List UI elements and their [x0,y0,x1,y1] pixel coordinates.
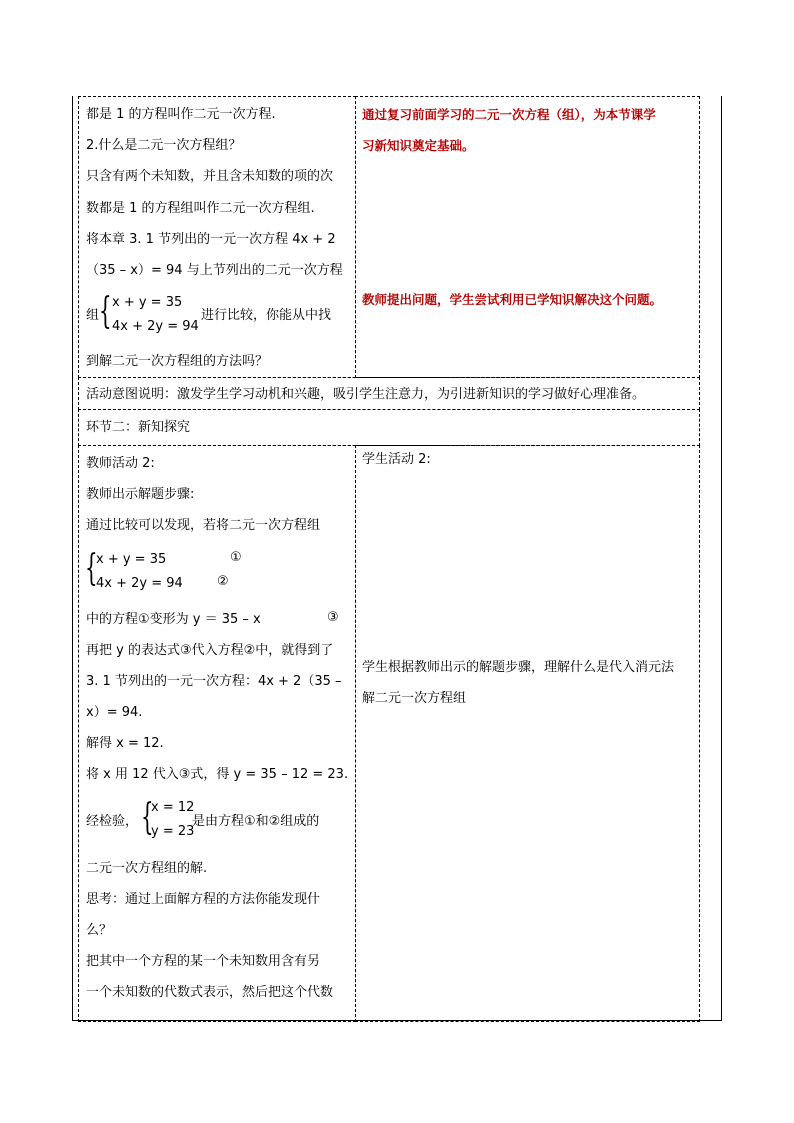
text-line: 一个未知数的代数式表示，然后把这个代数 [86,985,334,1000]
system-prefix: 组 [86,308,100,323]
check-prefix: 经检验， [86,814,139,829]
text-line: 2.什么是二元一次方程组？ [86,138,242,153]
system-brace: { [85,548,98,589]
text-line: 数都是 1 的方程组叫作二元一次方程组. [86,201,315,216]
system-brace: { [99,291,112,332]
text-line: 解得 x = 12. [86,736,164,751]
section-title: 环节二：新知探究 [86,420,191,435]
text-line: 教师出示解题步骤: [86,487,195,502]
text-line: 都是 1 的方程叫作二元一次方程. [86,107,276,122]
text-line: 通过比较可以发现，若将二元一次方程组 [86,518,321,533]
teaching-note: 习新知识奠定基础。 [362,138,475,153]
solution-brace: { [141,797,154,838]
text-line: 将 x 用 12 代入③式，得 y = 35 – 12 = 23. [86,767,349,782]
equation-2: 4x + 2y = 94 [96,576,183,591]
text-line: 3. 1 节列出的一元一次方程：4x + 2（35 – [86,674,342,689]
system-eq2: 4x + 2y = 94 [112,319,199,334]
cell-student [355,445,700,1022]
equation-2-mark: ② [217,574,229,589]
equation-1-mark: ① [230,550,242,565]
activity-intent: 活动意图说明：激发学生学习动机和兴趣，吸引学生注意力，为引进新知识的学习做好心理准备。 [86,387,646,402]
check-suffix: 是由方程①和②组成的 [192,814,320,829]
teaching-note: 教师提出问题，学生尝试利用已学知识解决这个问题。 [362,292,663,307]
equation-1: x + y = 35 [96,552,167,567]
solution-y: y = 23 [151,824,195,839]
text-line: 到解二元一次方程组的方法吗？ [86,354,269,369]
solution-x: x = 12 [151,800,195,815]
text-line: 只含有两个未知数，并且含未知数的项的次 [86,169,334,184]
text-line: 将本章 3. 1 节列出的一元一次方程 4x + 2 [86,232,336,247]
teacher-activity-title: 教师活动 2: [86,456,155,471]
system-suffix: 进行比较，你能从中找 [201,308,332,323]
text-line: 把其中一个方程的某一个未知数用含有另 [86,954,321,969]
text-line: 解二元一次方程组 [362,691,467,706]
text-line: 中的方程①变形为 y ＝ 35 – x [86,612,261,627]
teaching-note: 通过复习前面学习的二元一次方程（组），为本节课学 [362,107,656,122]
text-line: 再把 y 的表达式③代入方程②中，就得到了 [86,643,334,658]
system-eq1: x + y = 35 [112,295,183,310]
student-activity-title: 学生活动 2: [362,452,431,467]
text-line: （35 – x）= 94 与上节列出的二元一次方程 [86,263,343,278]
text-line: 学生根据教师出示的解题步骤，理解什么是代入消元法 [362,660,675,675]
equation-3-mark: ③ [327,610,339,625]
text-line: 二元一次方程组的解. [86,861,208,876]
text-line: 么？ [86,923,113,938]
text-line: 思考：通过上面解方程的方法你能发现什 [86,892,321,907]
text-line: x）= 94. [86,705,143,720]
